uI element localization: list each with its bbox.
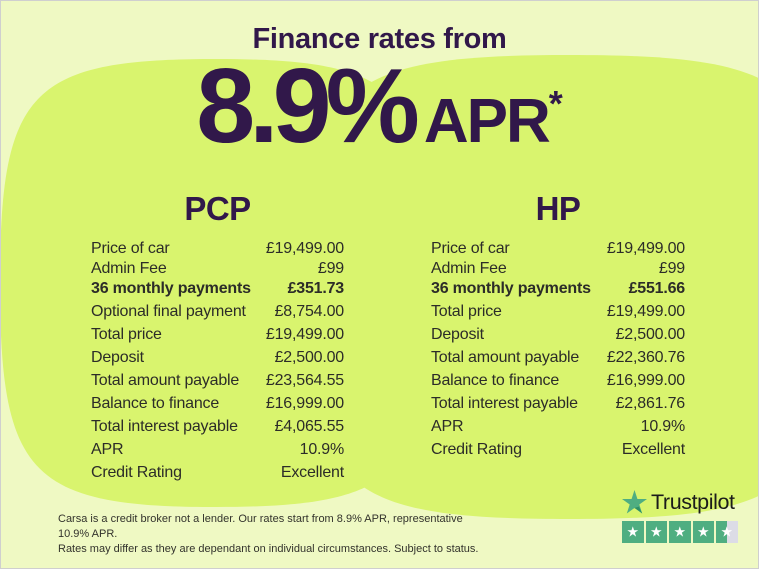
row-value: £351.73 [287, 280, 344, 297]
table-row [91, 240, 344, 260]
table-row [431, 441, 685, 464]
row-value: £16,999.00 [265, 395, 344, 412]
row-label: APR [431, 418, 464, 435]
row-label: Admin Fee [91, 260, 167, 277]
row-value: £19,499.00 [606, 303, 685, 320]
table-row [91, 260, 344, 280]
table-row [431, 303, 685, 326]
row-label: Admin Fee [431, 260, 507, 277]
table-row [431, 240, 685, 260]
table-row [431, 280, 685, 303]
row-label: Balance to finance [431, 372, 560, 389]
row-value: £2,861.76 [615, 395, 685, 412]
row-value: £22,360.76 [606, 349, 685, 366]
row-value: £16,999.00 [606, 372, 685, 389]
apr-asterisk: * [548, 83, 563, 124]
row-value: £2,500.00 [615, 326, 685, 343]
row-value: £99 [317, 260, 344, 277]
table-row [91, 464, 344, 487]
row-label: Total amount payable [431, 349, 580, 366]
table-row [431, 260, 685, 280]
row-label: Deposit [91, 349, 144, 366]
trustpilot-star-icon [622, 490, 647, 514]
row-value: £99 [658, 260, 685, 277]
hp-column-title: HP [535, 190, 581, 227]
row-label: Total interest payable [431, 395, 578, 412]
rating-star-icon: ★ [669, 521, 691, 543]
row-label: Price of car [91, 240, 170, 257]
row-value: £551.66 [628, 280, 685, 297]
row-value: 10.9% [640, 418, 685, 435]
hp-column [431, 190, 685, 464]
rating-star-icon: ★ [716, 521, 738, 543]
table-row [91, 349, 344, 372]
table-row [91, 280, 344, 303]
rate-value: 8.9% [196, 47, 414, 165]
row-label: APR [91, 441, 124, 458]
disclaimer-line-2: Rates may differ as they are dependant on individual circumstances. Subject to status. [58, 543, 479, 555]
table-row [91, 395, 344, 418]
apr-label: APR* [423, 83, 563, 156]
table-row [431, 395, 685, 418]
pcp-table [91, 240, 344, 487]
rating-star-icon: ★ [646, 521, 668, 543]
hp-table [431, 240, 685, 464]
page-title: Finance rates from [252, 23, 507, 55]
table-row [431, 349, 685, 372]
headline-rate [1, 47, 758, 165]
rating-star-icon: ★ [622, 521, 644, 543]
row-value: £2,500.00 [274, 349, 344, 366]
row-label: Total amount payable [91, 372, 240, 389]
row-label: 36 monthly payments [431, 280, 591, 297]
trustpilot-widget [622, 489, 752, 543]
legal-disclaimer [58, 512, 488, 557]
disclaimer-line-1: Carsa is a credit broker not a lender. Our rates start from 8.9% APR, representative 10.9% APR. [58, 513, 463, 540]
row-value: Excellent [280, 464, 344, 481]
table-row [91, 326, 344, 349]
pcp-column [91, 190, 344, 487]
row-value: £8,754.00 [274, 303, 344, 320]
row-label: Price of car [431, 240, 510, 257]
row-label: Credit Rating [91, 464, 182, 481]
row-label: Total price [91, 326, 162, 343]
table-row [91, 303, 344, 326]
row-value: £19,499.00 [606, 240, 685, 257]
pcp-column-title: PCP [184, 190, 251, 227]
trustpilot-logo [622, 489, 752, 515]
trustpilot-rating-stars [622, 521, 752, 543]
table-row [91, 418, 344, 441]
row-value: 10.9% [299, 441, 344, 458]
row-label: Total interest payable [91, 418, 238, 435]
row-label: 36 monthly payments [91, 280, 251, 297]
row-value: £4,065.55 [274, 418, 344, 435]
table-row [91, 441, 344, 464]
row-label: Deposit [431, 326, 484, 343]
row-value: £23,564.55 [265, 372, 344, 389]
table-row [431, 372, 685, 395]
row-label: Balance to finance [91, 395, 220, 412]
table-row [431, 326, 685, 349]
row-label: Optional final payment [91, 303, 246, 320]
rating-star-icon: ★ [693, 521, 715, 543]
table-row [431, 418, 685, 441]
table-row [91, 372, 344, 395]
row-label: Credit Rating [431, 441, 522, 458]
row-value: £19,499.00 [265, 326, 344, 343]
trustpilot-wordmark: Trustpilot [651, 489, 735, 514]
row-label: Total price [431, 303, 502, 320]
row-value: £19,499.00 [265, 240, 344, 257]
row-value: Excellent [621, 441, 685, 458]
